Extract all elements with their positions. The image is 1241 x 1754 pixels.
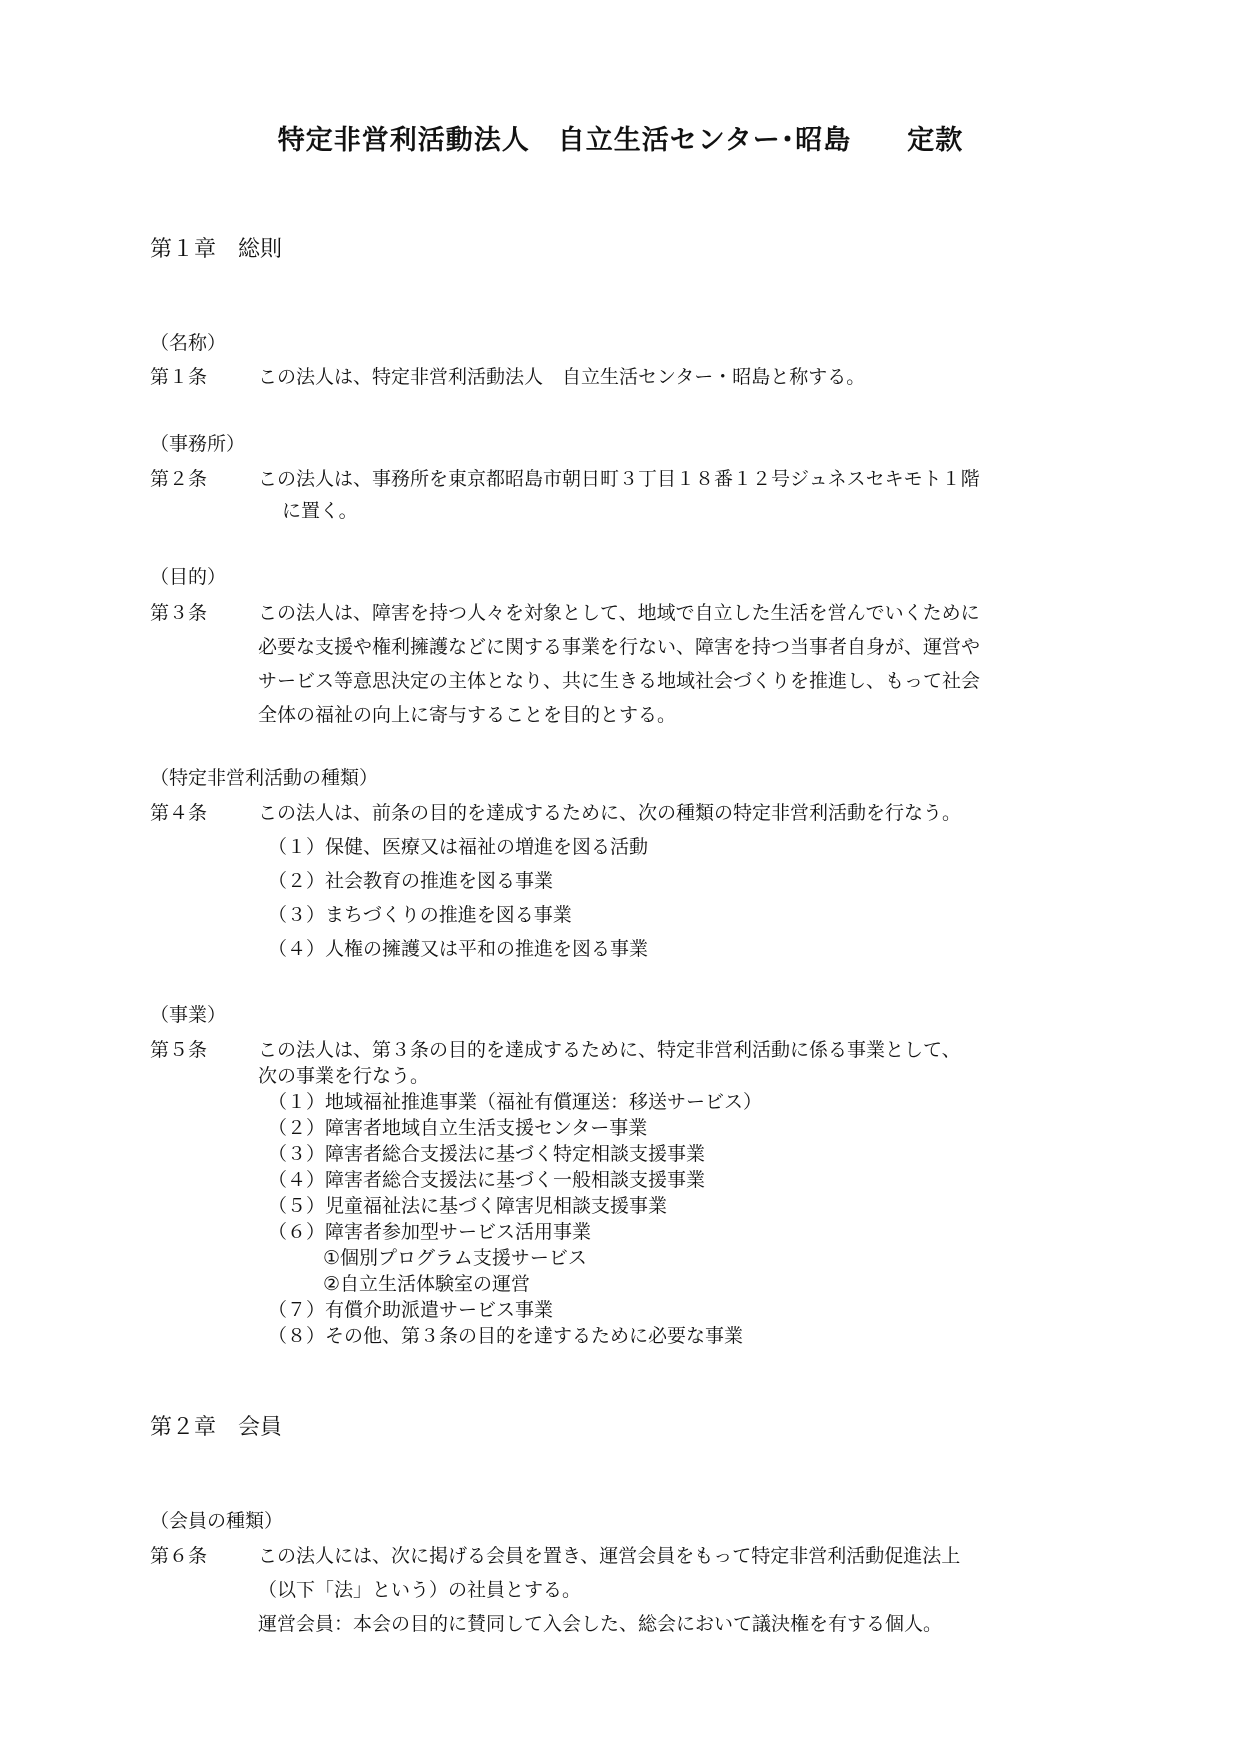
- article-5-item: （３）障害者総合支援法に基づく特定相談支援事業: [268, 1143, 706, 1165]
- article-5-item: （７）有償介助派遣サービス事業: [268, 1299, 554, 1321]
- chapter-2-heading: 第２章 会員: [150, 1415, 283, 1440]
- article-4-item: （４）人権の擁護又は平和の推進を図る事業: [268, 938, 649, 960]
- article-5-item: （８）その他、第３条の目的を達するために必要な事業: [268, 1325, 744, 1347]
- article-6-text-line: この法人には、次に掲げる会員を置き、運営会員をもって特定非営利活動促進法上: [258, 1545, 961, 1567]
- article-3-text-line: この法人は、障害を持つ人々を対象として、地域で自立した生活を営んでいくために: [258, 602, 980, 624]
- article-4-text: この法人は、前条の目的を達成するために、次の種類の特定非営利活動を行なう。: [258, 802, 962, 824]
- article-2-heading: （事務所）: [150, 433, 246, 455]
- article-6-number: 第６条: [150, 1545, 208, 1567]
- article-4-number: 第４条: [150, 802, 208, 824]
- article-4-item: （３）まちづくりの推進を図る事業: [268, 904, 572, 926]
- article-4-item: （２）社会教育の推進を図る事業: [268, 870, 554, 892]
- article-6-text-line: 運営会員：本会の目的に賛同して入会した、総会において議決権を有する個人。: [258, 1613, 943, 1635]
- article-2-text-line: この法人は、事務所を東京都昭島市朝日町３丁目１８番１２号ジュネスセキモト１階: [258, 468, 980, 490]
- article-2-text-line: に置く。: [282, 500, 358, 522]
- article-3-number: 第３条: [150, 602, 208, 624]
- article-4-item: （１）保健、医療又は福祉の増進を図る活動: [268, 836, 649, 858]
- article-6-heading: （会員の種類）: [150, 1510, 284, 1532]
- article-1-text: この法人は、特定非営利活動法人 自立生活センター・昭島と称する。: [258, 366, 866, 388]
- article-5-item: （５）児童福祉法に基づく障害児相談支援事業: [268, 1195, 668, 1217]
- article-1-heading: （名称）: [150, 332, 227, 354]
- article-5-item: （４）障害者総合支援法に基づく一般相談支援事業: [268, 1169, 706, 1191]
- article-2-number: 第２条: [150, 468, 208, 490]
- chapter-1-heading: 第１章 総則: [150, 237, 283, 262]
- article-1-number: 第１条: [150, 366, 208, 388]
- document-title: 特定非営利活動法人 自立生活センター･昭島 定款: [277, 125, 964, 156]
- article-5-item: （６）障害者参加型サービス活用事業: [268, 1221, 592, 1243]
- article-5-item: （２）障害者地域自立生活支援センター事業: [268, 1117, 648, 1139]
- article-3-text-line: サービス等意思決定の主体となり、共に生きる地域社会づくりを推進し、もって社会: [258, 670, 981, 692]
- article-3-heading: （目的）: [150, 566, 227, 588]
- article-3-text-line: 全体の福祉の向上に寄与することを目的とする。: [258, 704, 677, 726]
- article-6-text-line: （以下「法」という）の社員とする。: [258, 1579, 582, 1601]
- article-5-subitem: ①個別プログラム支援サービス: [323, 1247, 587, 1269]
- article-5-text-line: 次の事業を行なう。: [258, 1065, 430, 1087]
- article-5-subitem: ②自立生活体験室の運営: [323, 1273, 531, 1295]
- article-3-text-line: 必要な支援や権利擁護などに関する事業を行ない、障害を持つ当事者自身が、運営や: [258, 636, 981, 658]
- article-5-number: 第５条: [150, 1039, 208, 1061]
- article-4-heading: （特定非営利活動の種類）: [150, 767, 379, 789]
- article-5-text-line: この法人は、第３条の目的を達成するために、特定非営利活動に係る事業として、: [258, 1039, 961, 1061]
- article-5-heading: （事業）: [150, 1004, 227, 1026]
- article-5-item: （１）地域福祉推進事業（福祉有償運送：移送サービス）: [268, 1091, 763, 1113]
